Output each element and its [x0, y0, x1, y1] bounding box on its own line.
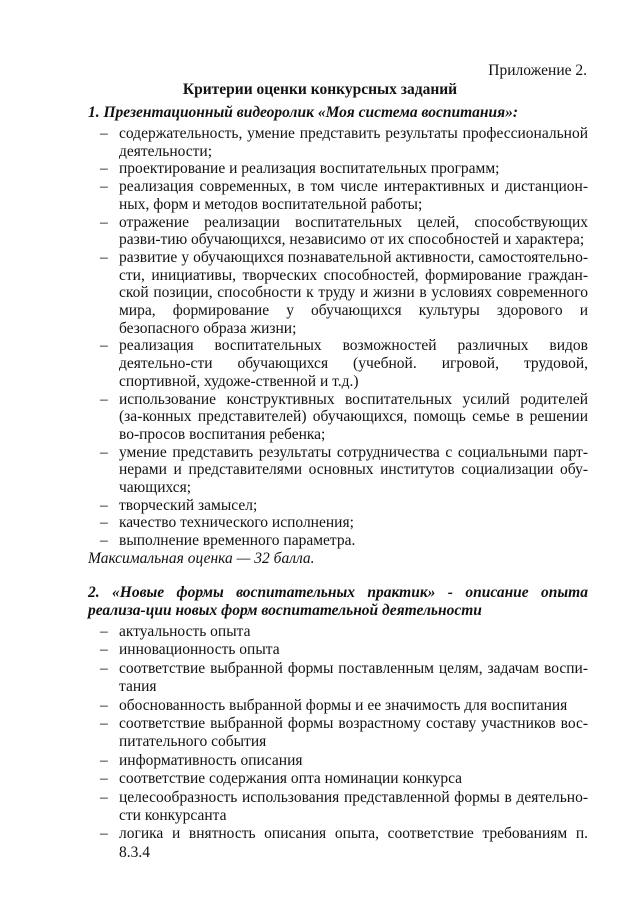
list-item [88, 752, 588, 770]
dash-bullet: – [100, 715, 108, 733]
list-item [88, 125, 588, 160]
criterion-text: отражение реализации воспитательных целей, способствующих разви-тию обучающихся, независимо от их способностей и характера; [119, 213, 588, 249]
dash-bullet: – [100, 160, 108, 178]
document-title: Критерии оценки конкурсных заданий [182, 81, 458, 98]
list-item [88, 770, 588, 788]
list-item [88, 660, 588, 697]
dash-bullet: – [100, 125, 108, 142]
criterion-text: реализация современных, в том числе интерактивных и дистанцион-ных, форм и методов воспитательной работы; [119, 178, 588, 213]
list-item [88, 532, 588, 550]
dash-bullet: – [100, 178, 108, 196]
criterion-text: творческий замысел; [119, 496, 258, 514]
max-score-note: Максимальная оценка — 32 балла. [88, 549, 315, 567]
list-item [88, 444, 588, 497]
list-item [88, 214, 588, 249]
list-item [88, 391, 588, 444]
list-item [88, 715, 588, 752]
dash-bullet: – [100, 788, 108, 806]
list-item [88, 178, 588, 213]
list-item [88, 825, 588, 862]
dash-bullet: – [100, 248, 108, 266]
criterion-text: обоснованность выбранной формы и ее значимость для воспитания [119, 696, 568, 714]
list-item [88, 160, 588, 178]
list-item [88, 623, 588, 641]
criterion-text: умение представить результаты сотрудничества с социальными парт-нерами и представителями основных институтов социализации обу-чающихся; [119, 443, 588, 497]
dash-bullet: – [100, 337, 108, 355]
list-item [88, 697, 588, 715]
section-presentation-video [88, 104, 588, 568]
criterion-text: содержательность, умение представить результаты профессиональной деятельности; [119, 125, 588, 160]
dash-bullet: – [100, 213, 108, 231]
criterion-text: информативность описания [119, 751, 303, 769]
criterion-text: реализация воспитательных возможностей различных видов деятельно-сти обучающихся (учебной. игровой, трудовой, спортивной, художе-ственной и т.д.) [119, 337, 588, 390]
criterion-text: инновационность опыта [119, 641, 280, 659]
section-heading: 2. «Новые формы воспитательных практик» - описание опыта реализа-ции новых форм воспитательной деятельности [88, 584, 588, 619]
list-item [88, 249, 588, 338]
section-new-forms [88, 584, 588, 862]
criterion-text: целесообразность использования представленной формы в деятельно-сти конкурсанта [119, 788, 588, 825]
dash-bullet: – [100, 443, 108, 461]
dash-bullet: – [100, 825, 108, 843]
criterion-text: актуальность опыта [119, 623, 251, 640]
list-item [88, 641, 588, 659]
criteria-list [88, 623, 588, 862]
criterion-text: соответствие содержания опта номинации конкурса [119, 770, 463, 788]
criterion-text: развитие у обучающихся познавательной активности, самостоятельно-сти, инициативы, творческих способностей, формирование граждан-ской позиции, способности к труду и жизни в условиях современного мира, формирование у обучающихся культуры здорового и безопасного образа жизни; [119, 248, 588, 337]
dash-bullet: – [100, 496, 108, 514]
list-item [88, 497, 588, 515]
criterion-text: использование конструктивных воспитательных усилий родителей (за-конных представителей) обучающихся, помощь семье в решении во-просов воспитания ребенка; [119, 390, 588, 443]
criterion-text: качество технического исполнения; [119, 514, 354, 532]
dash-bullet: – [100, 751, 108, 769]
dash-bullet: – [100, 532, 108, 550]
list-item [88, 789, 588, 826]
dash-bullet: – [100, 641, 108, 659]
criteria-list [88, 125, 588, 550]
list-item [88, 514, 588, 532]
section-heading: 1. Презентационный видеоролик «Моя система воспитания»: [88, 104, 519, 121]
dash-bullet: – [100, 390, 108, 408]
dash-bullet: – [100, 659, 108, 677]
criterion-text: соответствие выбранной формы возрастному составу участников вос-питательного события [119, 715, 588, 751]
dash-bullet: – [100, 514, 108, 532]
criterion-text: проектирование и реализация воспитательных программ; [119, 160, 500, 178]
list-item [88, 337, 588, 390]
dash-bullet: – [100, 623, 108, 640]
appendix-label: Приложение 2. [488, 62, 587, 79]
criterion-text: соответствие выбранной формы поставленным целям, задачам воспи-тания [119, 659, 588, 696]
dash-bullet: – [100, 696, 108, 714]
dash-bullet: – [100, 770, 108, 788]
criterion-text: логика и внятность описания опыта, соответствие требованиям п. 8.3.4 [119, 825, 588, 861]
criterion-text: выполнение временного параметра. [119, 532, 356, 550]
